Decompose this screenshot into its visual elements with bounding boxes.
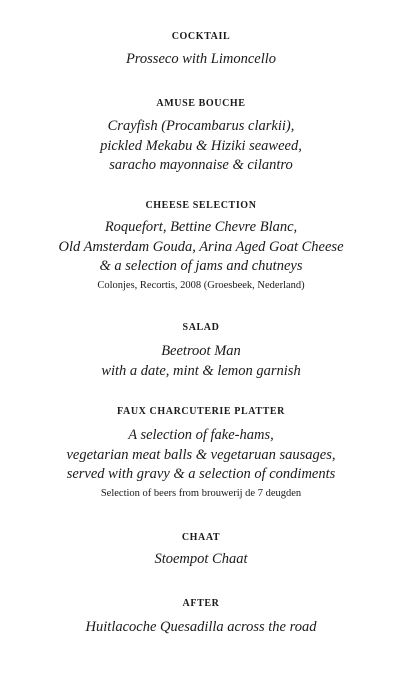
dish-line: served with gravy & a selection of condiments [66,466,336,482]
dish-line: Old Amsterdam Gouda, Arina Aged Goat Cheese [58,238,344,255]
course-dish-cheese-selection [0,218,402,277]
dish-line: Roquefort, Bettine Chevre Blanc, [104,219,298,235]
dish-line: pickled Mekabu & Hiziki seaweed, [100,137,302,154]
dish-line: Beetroot Man [161,343,241,359]
course-pairing-faux-charcuterie: Selection of beers from brouwerij de 7 deugden [100,488,302,499]
course-dish-chaat [0,550,402,570]
dish-line: with a date, mint & lemon garnish [101,362,301,379]
dish-line: & a selection of jams and chutneys [99,258,303,274]
course-pairing-cheese-selection: Colonjes, Recortis, 2008 (Groesbeek, Nederland) [97,280,305,291]
dish-line: Stoempot Chaat [154,551,248,567]
course-heading-amuse-bouche: AMUSE BOUCHE [156,98,246,109]
dish-line: A selection of fake-hams, [128,427,274,443]
course-dish-faux-charcuterie [0,426,402,485]
dish-line: vegetarian meat balls & vegetaruan sausages, [66,446,336,463]
course-heading-cocktail: COCKTAIL [171,31,231,42]
dish-line: Prosseco with Limoncello [125,51,277,67]
dish-line: Huitlacoche Quesadilla across the road [85,619,317,635]
dish-line: Crayfish (Procambarus clarkii), [107,118,295,134]
course-dish-salad [0,342,402,381]
course-dish-after [0,618,402,638]
course-heading-cheese-selection: CHEESE SELECTION [145,200,257,211]
course-dish-cocktail [0,50,402,70]
course-dish-amuse-bouche [0,117,402,176]
course-heading-after: AFTER [182,598,220,609]
course-heading-chaat: CHAAT [181,532,221,543]
dish-line: saracho mayonnaise & cilantro [109,157,293,173]
course-heading-salad: SALAD [182,322,220,333]
course-heading-faux-charcuterie: FAUX CHARCUTERIE PLATTER [117,406,285,417]
